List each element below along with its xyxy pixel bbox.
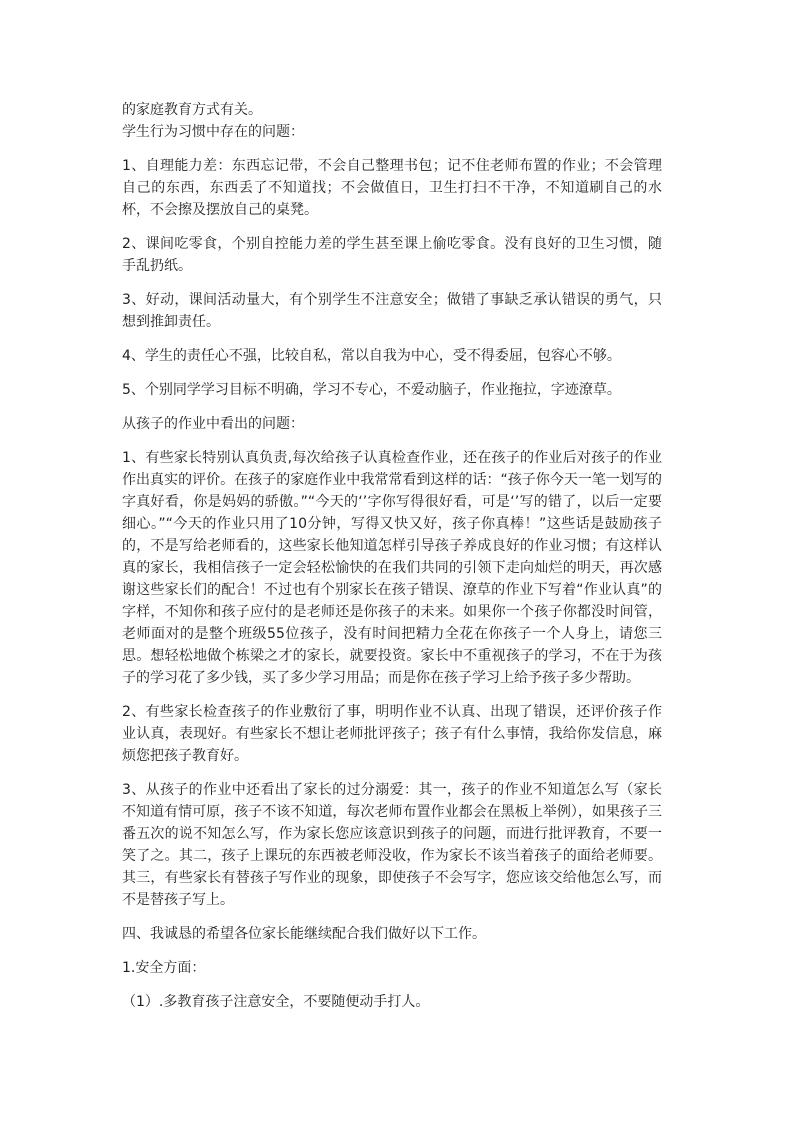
list-item-study-goal: 5、个别同学学习目标不明确，学习不专心，不爱动脑子，作业拖拉，字迹潦草。 — [122, 382, 621, 398]
section-heading-homework-problems: 从孩子的作业中看出的问题： — [122, 416, 304, 432]
list-item-active: 3、好动，课间活动量大，有个别学生不注意安全；做错了事缺乏承认错误的勇气，只想到推卸责任。 — [122, 292, 662, 330]
document-body — [122, 99, 662, 1013]
list-item-perfunctory-parents: 2、有些家长检查孩子的作业敷衍了事，明明作业不认真、出现了错误，还评价孩子作业认真，表现好。有些家长不想让老师批评孩子；孩子有什么事情，我给你发信息，麻烦您把孩子教育好。 — [122, 704, 662, 764]
list-item-responsibility: 4、学生的责任心不强，比较自私，常以自我为中心，受不得委屈，包容心不够。 — [122, 348, 621, 364]
list-item-overindulgence: 3、从孩子的作业中还看出了家长的过分溺爱：其一，孩子的作业不知道怎么写（家长不知道有情可原，孩子不该不知道，每次老师布置作业都会在黑板上举例），如果孩子三番五次的说不知怎么写，作为家长您应该意识到孩子的问题，而进行批评教育，不要一笑了之。其二，孩子上课玩的东西被老师没收，作为家长不该当着孩子的面给老师要。其三，有些家长有替孩子写作业的现象，即使孩子不会写字，您应该交给他怎么写，而不是替孩子写上。 — [122, 782, 662, 908]
list-item-safety-1: （1）.多教育孩子注意安全，不要随便动手打人。 — [122, 994, 430, 1010]
subsection-heading-safety: 1.安全方面： — [122, 960, 206, 976]
list-item-self-care: 1、自理能力差：东西忘记带，不会自己整理书包；记不住老师布置的作业；不会管理自己的东西，东西丢了不知道找；不会做值日，卫生打扫不干净，不知道刷自己的水杯，不会擦及摆放自己的桌凳。 — [122, 158, 662, 218]
paragraph-continuation: 的家庭教育方式有关。 — [122, 102, 262, 118]
section-heading-requests: 四、我诚恳的希望各位家长能继续配合我们做好以下工作。 — [122, 926, 486, 942]
list-item-snacks: 2、课间吃零食，个别自控能力差的学生甚至课上偷吃零食。没有良好的卫生习惯，随手乱扔纸。 — [122, 236, 662, 274]
list-item-careful-parents: 1、有些家长特别认真负责,每次给孩子认真检查作业，还在孩子的作业后对孩子的作业作出真实的评价。在孩子的家庭作业中我常常看到这样的话：“孩子你今天一笔一划写的字真好看，你是妈妈的骄傲。”“今天的‘’字你写得很好看，可是‘’写的错了，以后一定要细心。”“今天的作业只用了10分钟，写得又快又好，孩子你真棒！”这些话是鼓励孩子的，不是写给老师看的，这些家长他知道怎样引导孩子养成良好的作业习惯；有这样认真的家长，我相信孩子一定会轻松愉快的在我们共同的引领下走向灿烂的明天，再次感谢这些家长们的配合！不过也有个别家长在孩子错误、潦草的作业下写着“作业认真”的字样，不知你和孩子应付的是老师还是你孩子的未来。如果你一个孩子你都没时间管，老师面对的是整个班级55位孩子，没有时间把精力全花在你孩子一个人身上，请您三思。想轻松地做个栋梁之才的家长，就要投资。家长中不重视孩子的学习，不在于为孩子的学习花了多少钱，买了多少学习用品；而是你在孩子学习上给予孩子多少帮助。 — [122, 450, 662, 686]
section-heading-behavior-problems: 学生行为习惯中存在的问题： — [122, 124, 304, 140]
